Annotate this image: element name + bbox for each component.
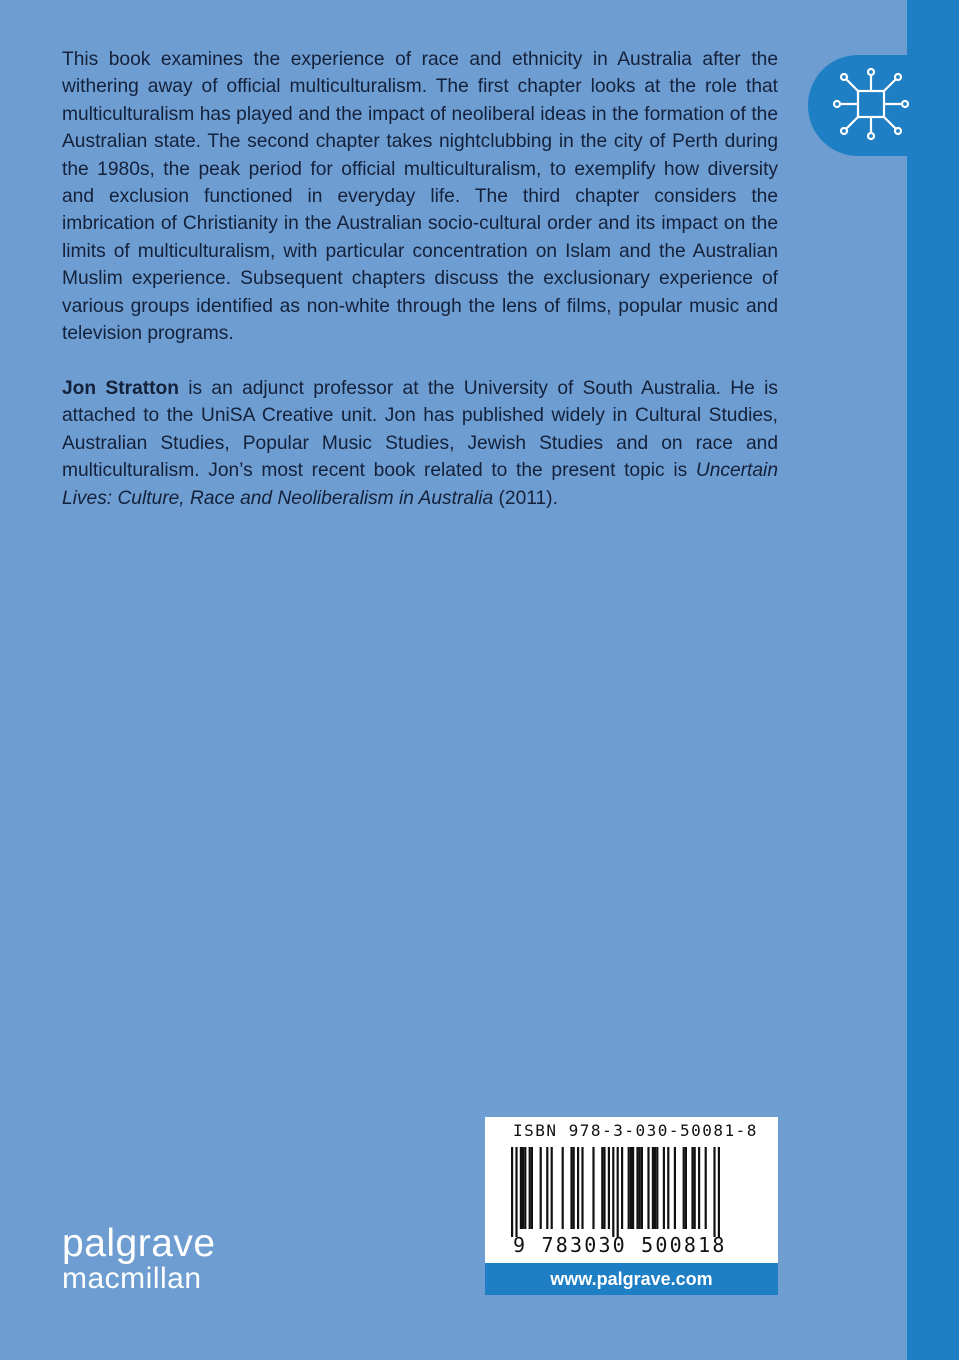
- barcode-bar: [522, 1147, 524, 1229]
- related-book-title: Uncertain Lives: Culture, Race and Neoliberalism in Australia: [62, 460, 778, 509]
- barcode-bar: [546, 1147, 548, 1229]
- barcode-bar: [540, 1147, 542, 1229]
- barcode-bar: [647, 1147, 649, 1229]
- barcode-digits: 9 783030 500818: [513, 1233, 727, 1257]
- barcode-bar: [654, 1147, 656, 1229]
- barcode-panel: [485, 1117, 778, 1263]
- barcode-bar: [612, 1147, 614, 1237]
- barcode-bar: [577, 1147, 579, 1229]
- book-description: This book examines the experience of race and ethnicity in Australia after the withering away of official multiculturalism. The first chapter looks at the role that multiculturalism has played and the impact of neoliberal ideas in the formation of the Australian state. The second chapter takes nightclubbing in the city of Perth during the 1980s, the peak period for official multiculturalism, to exemplify how diversity and exclusion functioned in everyday life. The third chapter considers the imbrication of Christianity in the Australian socio-cultural order and its impact on the limits of multiculturalism, with particular concentration on Islam and the Australian Muslim experience. Subsequent chapters discuss the exclusionary experience of various groups identified as non-white through the lens of films, popular music and television programs.: [62, 49, 778, 345]
- bio-year: (2011).: [493, 487, 558, 509]
- author-name: Jon Stratton: [62, 378, 179, 399]
- barcode-bar: [520, 1147, 522, 1229]
- logo-tab: [808, 55, 959, 156]
- barcode-bar: [667, 1147, 669, 1229]
- barcode-bar: [621, 1147, 623, 1229]
- barcode-bar: [652, 1147, 654, 1229]
- barcode-bar: [581, 1147, 583, 1229]
- barcode-bar: [608, 1147, 610, 1229]
- barcode-bar: [630, 1147, 632, 1229]
- barcode-bar: [656, 1147, 658, 1229]
- website-link[interactable]: www.palgrave.com: [485, 1263, 778, 1295]
- barcode-bar: [663, 1147, 665, 1229]
- barcode-bar: [636, 1147, 638, 1229]
- bio-text: is an adjunct professor at the University of South Australia. He is attached to the UniSA Creative unit. Jon has published widely in Cultural Studies, Australian Studies, Popular Music Studies, Jewish Studies and on race and multiculturalism. Jon’s most recent book related to the present topic is: [62, 378, 778, 482]
- barcode-bar: [691, 1147, 693, 1229]
- isbn-label: ISBN 978-3-030-50081-8: [513, 1121, 758, 1140]
- barcode-bar: [641, 1147, 643, 1229]
- publisher-line1: palgrave: [62, 1222, 216, 1265]
- barcode-bar: [698, 1147, 700, 1229]
- palgrave-network-icon: [826, 65, 918, 145]
- barcode-bar: [694, 1147, 696, 1229]
- barcode-bar: [524, 1147, 526, 1229]
- barcode-bar: [713, 1147, 715, 1237]
- barcode-bar: [562, 1147, 564, 1229]
- barcode-bar: [529, 1147, 531, 1229]
- barcode-bar: [628, 1147, 630, 1229]
- publisher-logo: [62, 1222, 216, 1296]
- author-bio: [62, 375, 778, 512]
- barcode-bar: [603, 1147, 605, 1229]
- barcode-bar: [632, 1147, 634, 1229]
- barcode-bar: [718, 1147, 720, 1237]
- barcode-bar: [617, 1147, 619, 1237]
- publisher-line2: macmillan: [62, 1262, 202, 1295]
- barcode-bar: [592, 1147, 594, 1229]
- barcode-bar: [683, 1147, 685, 1229]
- barcode-bar: [511, 1147, 513, 1237]
- barcode-bar: [639, 1147, 641, 1229]
- barcode-bar: [674, 1147, 676, 1229]
- barcode-bars: [511, 1147, 753, 1237]
- barcode-bar: [551, 1147, 553, 1229]
- barcode-bar: [573, 1147, 575, 1229]
- barcode-bar: [705, 1147, 707, 1229]
- spine: [907, 0, 959, 1360]
- barcode-bar: [531, 1147, 533, 1229]
- barcode-bar: [685, 1147, 687, 1229]
- barcode-bar: [570, 1147, 572, 1229]
- barcode-bar: [515, 1147, 517, 1237]
- barcode-bar: [601, 1147, 603, 1229]
